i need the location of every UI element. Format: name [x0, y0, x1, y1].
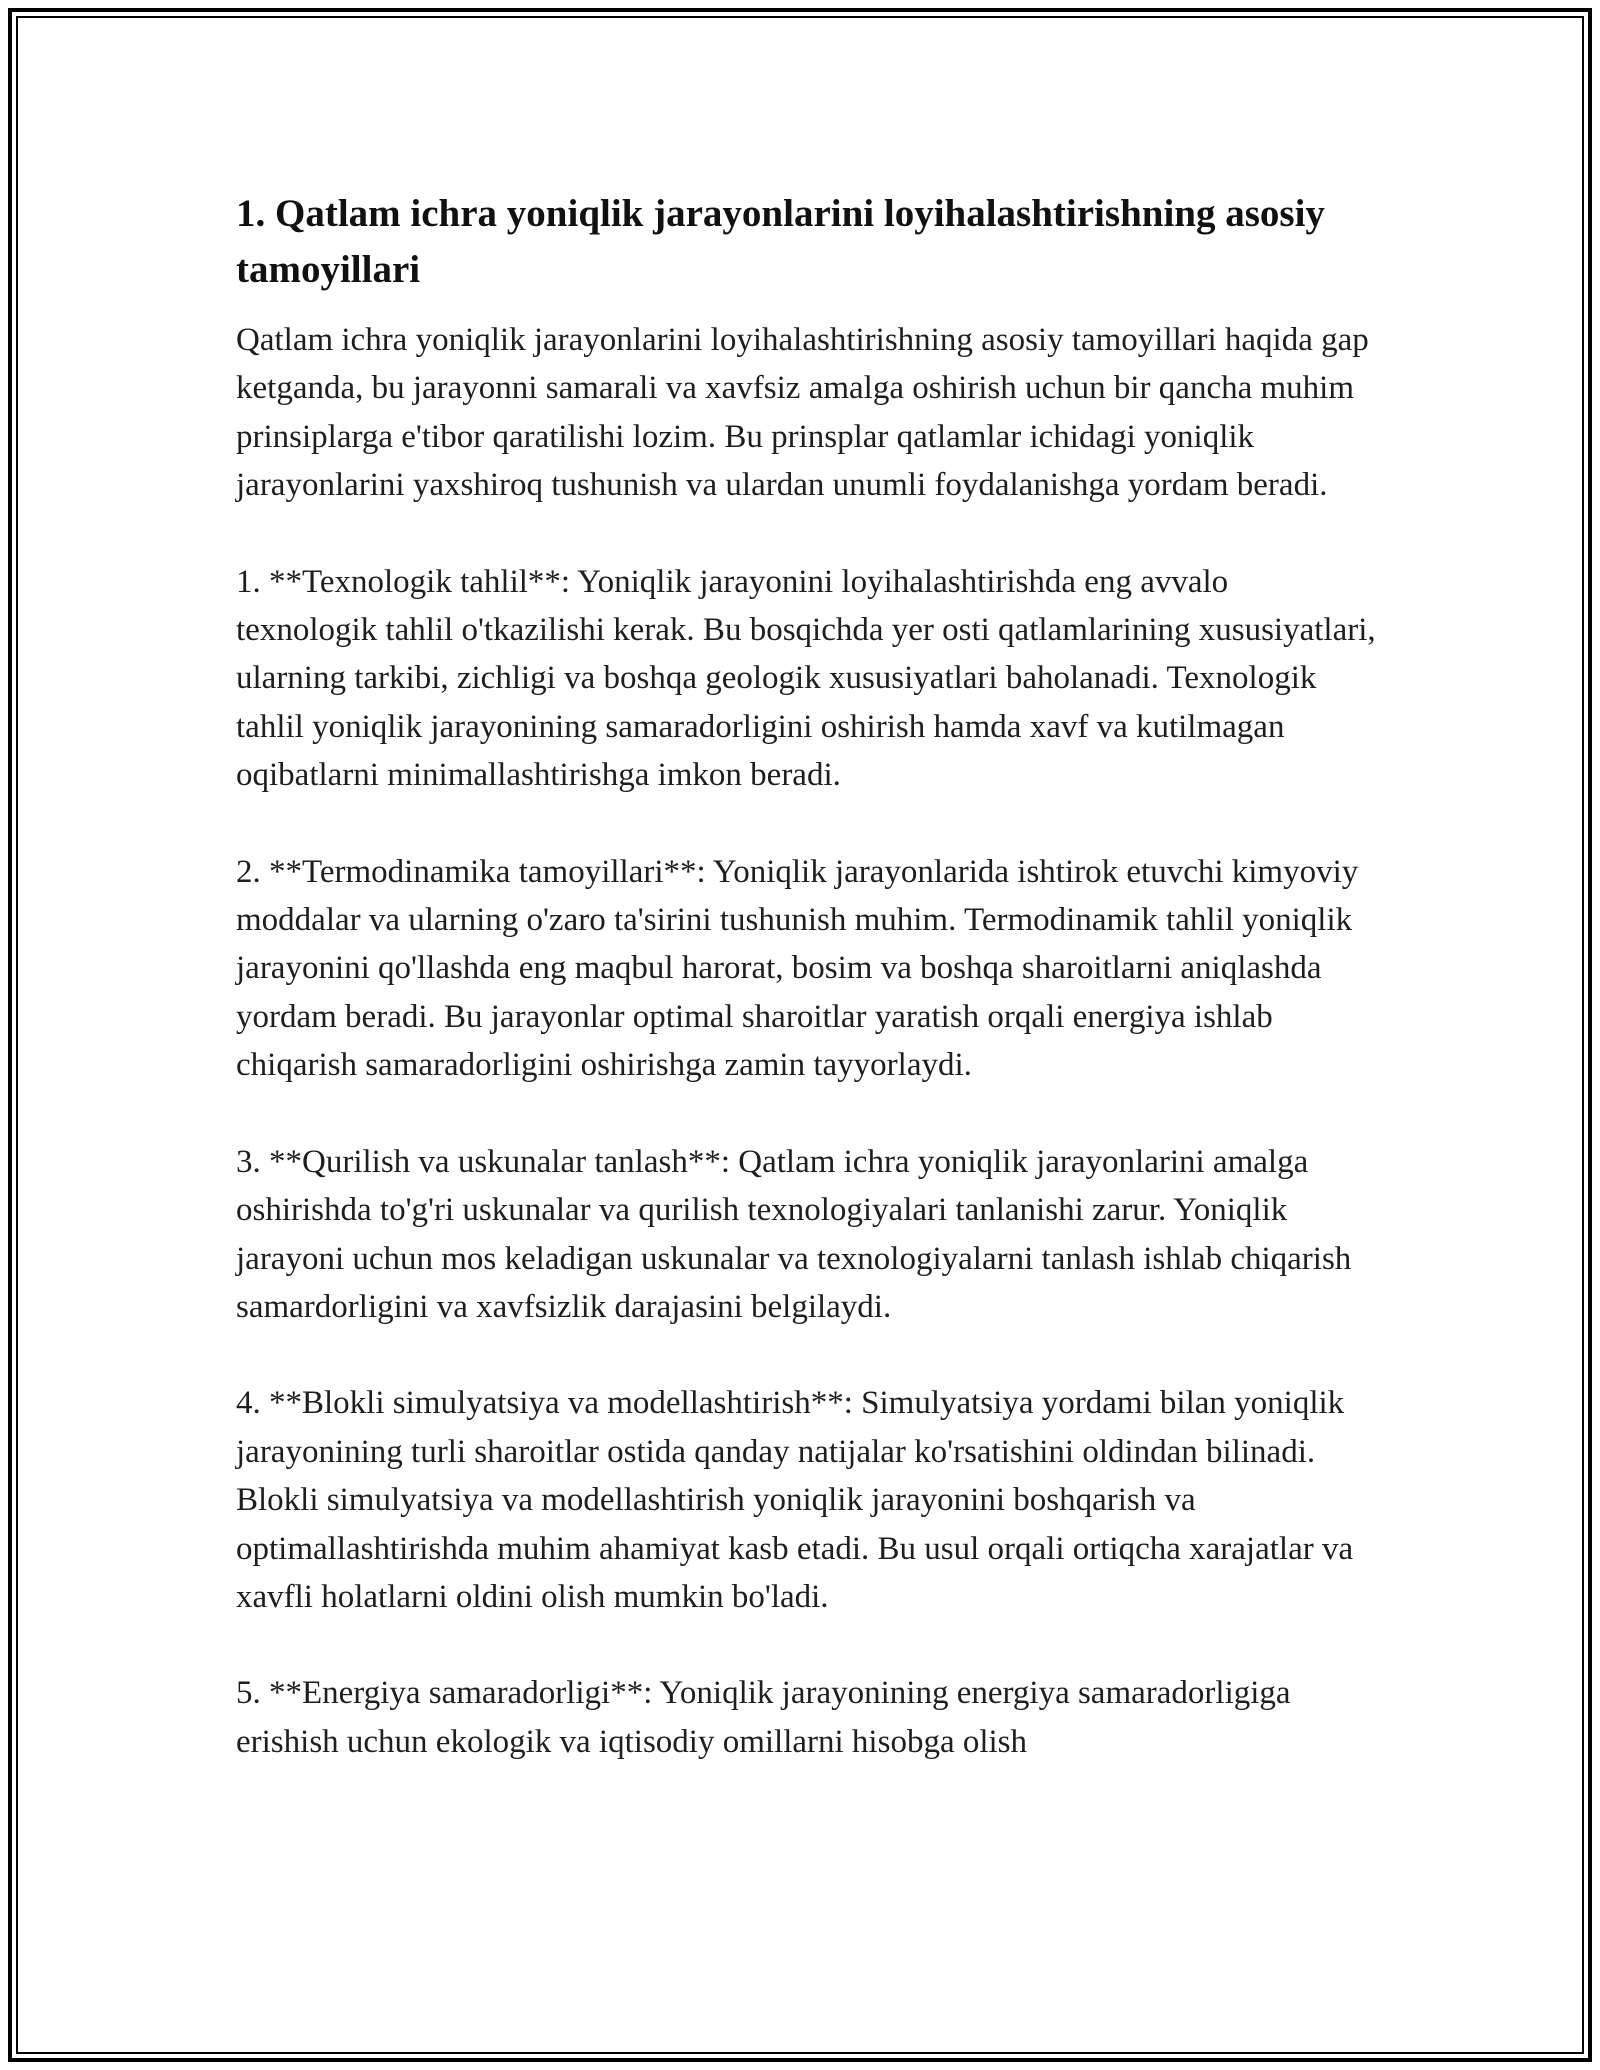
paragraph-simulation-modeling: 4. **Blokli simulyatsiya va modellashtirish**: Simulyatsiya yordami bilan yoniqlik jarayonining turli sharoitlar ostida qanday natijalar ko'rsatishini oldindan bilinadi. Blokli simulyatsiya va modellashtirish yoniqlik jarayonini boshqarish va optimallashtirishda muhim ahamiyat kasb etadi. Bu usul orqali ortiqcha xarajatlar va xavfli holatlarni oldini olish mumkin bo'ladi.: [236, 1385, 1354, 1615]
paragraph-equipment-selection: 3. **Qurilish va uskunalar tanlash**: Qatlam ichra yoniqlik jarayonlarini amalga oshirishda to'g'ri uskunalar va qurilish texnologiyalari tanlanishi zarur. Yoniqlik jarayoni uchun mos keladigan uskunalar va texnologiyalarni tanlash ishlab chiqarish samardorligini va xavfsizlik darajasini belgilaydi.: [236, 1143, 1352, 1325]
paragraph-technological-analysis: 1. **Texnologik tahlil**: Yoniqlik jarayonini loyihalashtirishda eng avvalo texnologik tahlil o'tkazilishi kerak. Bu bosqichda yer osti qatlamlarining xususiyatlari, ularning tarkibi, zichligi va boshqa geologik xususiyatlari baholanadi. Texnologik tahlil yoniqlik jarayonining samaradorligini oshirish hamda xavf va kutilmagan oqibatlarni minimallashtirishga imkon beradi.: [236, 563, 1376, 794]
page-title: 1. Qatlam ichra yoniqlik jarayonlarini loyihalashtirishning asosiy tamoyillari: [236, 192, 1325, 291]
intro-paragraph: Qatlam ichra yoniqlik jarayonlarini loyihalashtirishning asosiy tamoyillari haqida gap ketganda, bu jarayonni samarali va xavfsiz amalga oshirish uchun bir qancha muhim prinsiplarga e'tibor qaratilishi lozim. Bu prinsplar qatlamlar ichidagi yoniqlik jarayonlarini yaxshiroq tushunish va ulardan unumli foydalanishga yordam beradi.: [236, 322, 1369, 504]
paragraph-thermodynamics: 2. **Termodinamika tamoyillari**: Yoniqlik jarayonlarida ishtirok etuvchi kimyoviy moddalar va ularning o'zaro ta'sirini tushunish muhim. Termodinamik tahlil yoniqlik jarayonini qo'llashda eng maqbul harorat, bosim va boshqa sharoitlarni aniqlashda yordam beradi. Bu jarayonlar optimal sharoitlar yaratish orqali energiya ishlab chiqarish samaradorligini oshirishga zamin tayyorlaydi.: [236, 853, 1359, 1084]
document-body: [236, 186, 1376, 1814]
paragraph-energy-efficiency: 5. **Energiya samaradorligi**: Yoniqlik jarayonining energiya samaradorligiga erishish uchun ekologik va iqtisodiy omillarni hisobga olish: [236, 1675, 1291, 1760]
